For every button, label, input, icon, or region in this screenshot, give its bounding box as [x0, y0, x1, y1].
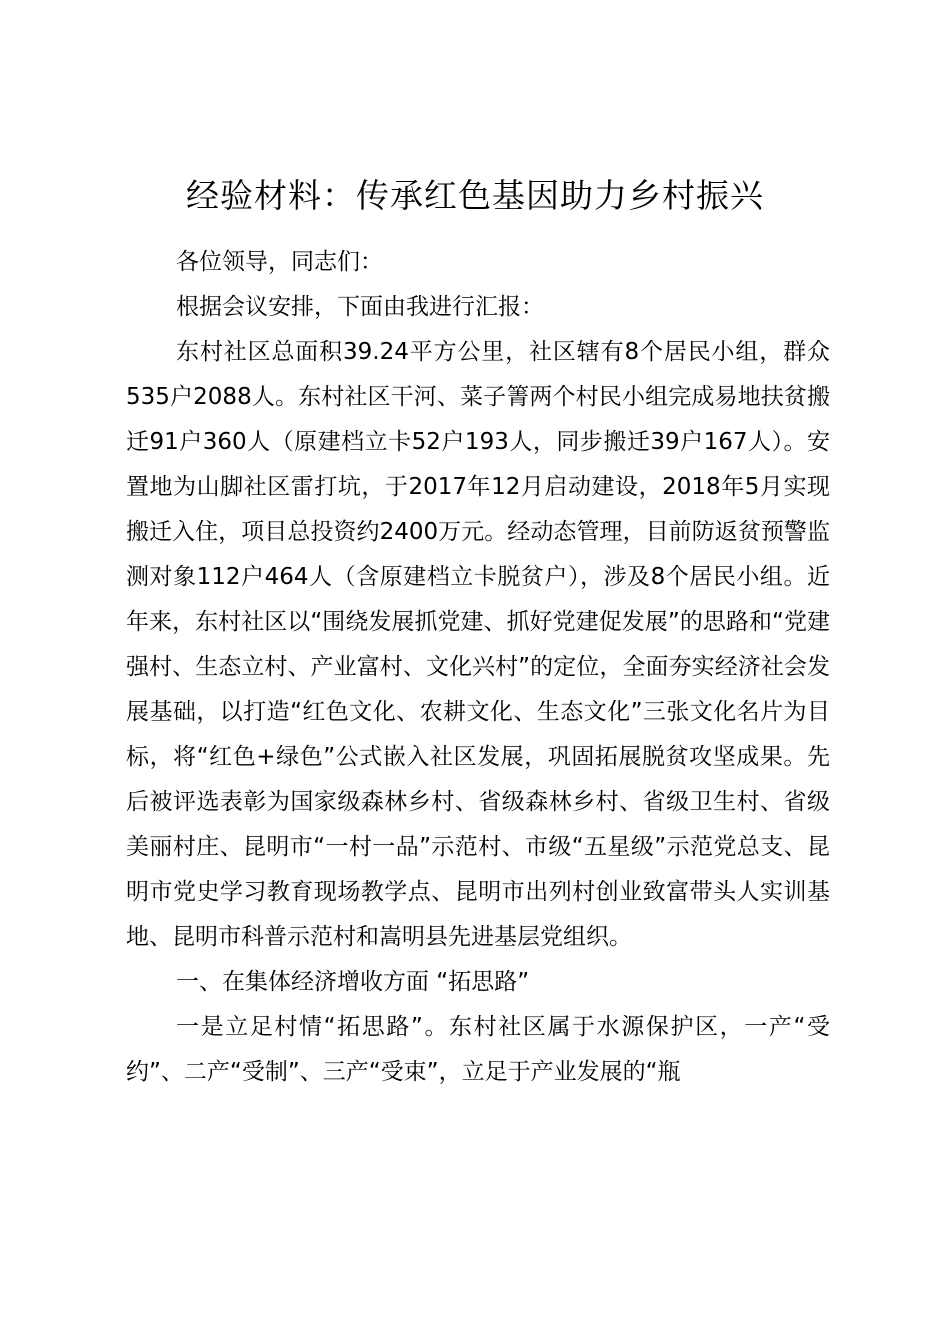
salutation-paragraph: 各位领导，同志们： [176, 249, 383, 275]
section-heading: 一、在集体经济增收方面 “拓思路” [176, 969, 530, 995]
main-paragraph: 东村社区总面积39.24平方公里，社区辖有8个居民小组，群众535户2088人。东村社区干河、菜子箐两个村民小组完成易地扶贫搬迁91户360人（原建档立卡52户193人，同步搬迁39户167人）。安置地为山脚社区雷打坑，于2017年12月启动建设，2018年5月实现搬迁入住，项目总投资约2400万元。经动态管理，目前防返贫预警监测对象112户464人（含原建档立卡脱贫户），涉及8个居民小组。近年来，东村社区以“围绕发展抓党建、抓好党建促发展”的思路和“党建强村、生态立村、产业富村、文化兴村”的定位，全面夯实经济社会发展基础，以打造“红色文化、农耕文化、生态文化”三张文化名片为目标，将“红色+绿色”公式嵌入社区发展，巩固拓展脱贫攻坚成果。先后被评选表彰为国家级森林乡村、省级森林乡村、省级卫生村、省级美丽村庄、昆明市“一村一品”示范村、市级“五星级”示范党总支、昆明市党史学习教育现场教学点、昆明市出列村创业致富带头人实训基地、昆明市科普示范村和嵩明县先进基层党组织。 [126, 339, 830, 950]
document-title: 经验材料：传承红色基因助力乡村振兴 [186, 176, 764, 215]
document-body [126, 240, 830, 1095]
intro-paragraph: 根据会议安排，下面由我进行汇报： [176, 294, 544, 320]
section-paragraph: 一是立足村情“拓思路”。东村社区属于水源保护区，一产“受约”、二产“受制”、三产“受束”，立足于产业发展的“瓶 [126, 1014, 830, 1085]
